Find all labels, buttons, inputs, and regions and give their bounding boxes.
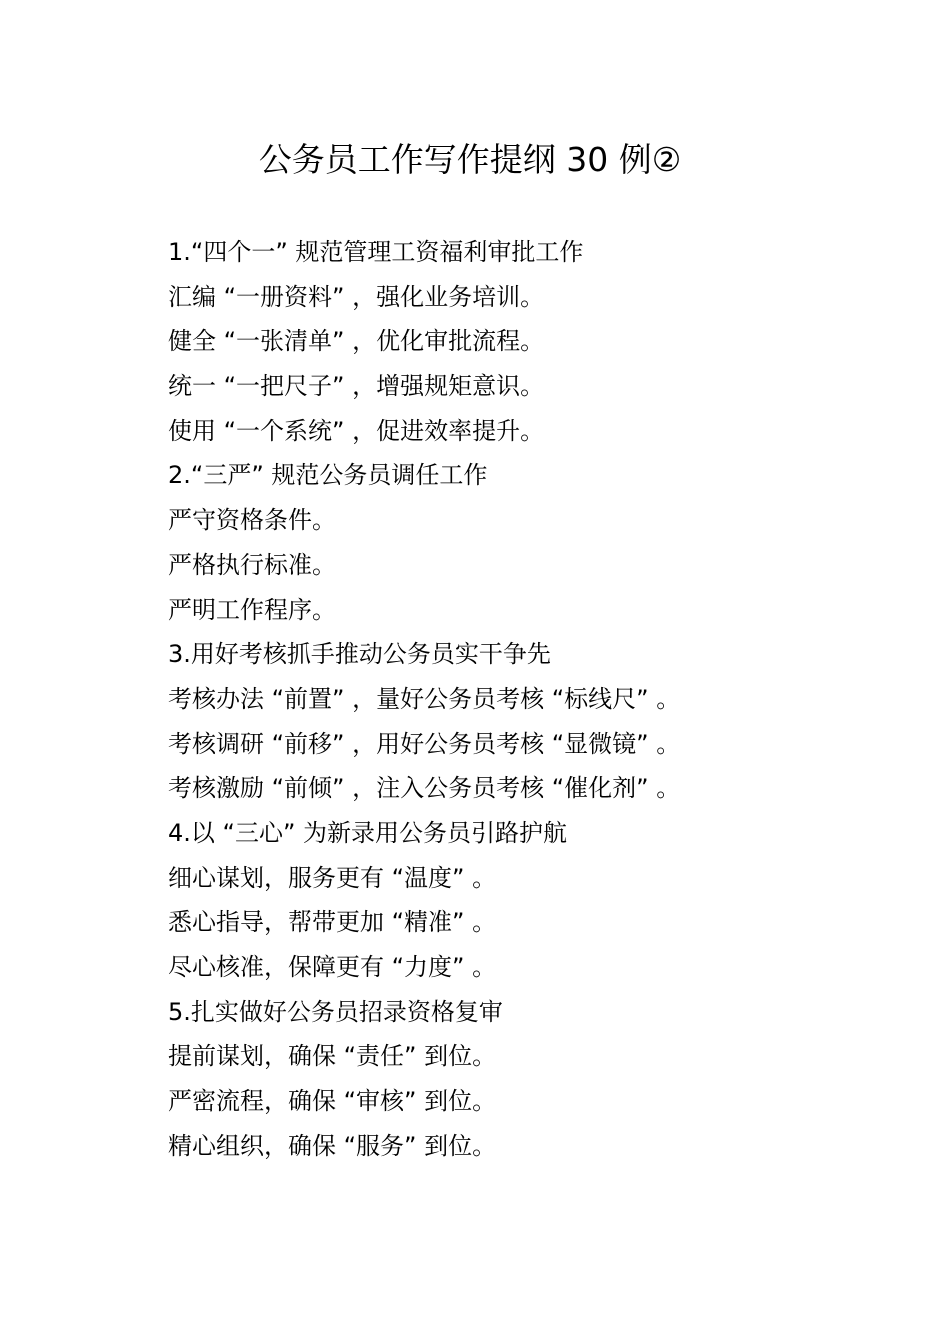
body-line: 尽心核准，保障更有 “力度” 。 bbox=[168, 953, 497, 981]
section-heading: 1.“四个一” 规范管理工资福利审批工作 bbox=[168, 238, 584, 266]
body-line: 提前谋划，确保 “责任” 到位。 bbox=[168, 1042, 497, 1071]
body-line: 悉心指导，帮带更加 “精准” 。 bbox=[168, 908, 497, 937]
body-line: 细心谋划，服务更有 “温度” 。 bbox=[168, 863, 497, 892]
body-line: 考核调研 “前移” ，用好公务员考核 “显微镜” 。 bbox=[168, 729, 681, 758]
section-heading: 5.扎实做好公务员招录资格复审 bbox=[168, 997, 503, 1026]
section-heading: 2.“三严” 规范公务员调任工作 bbox=[168, 461, 488, 490]
body-line: 统一 “一把尺子” ，增强规矩意识。 bbox=[168, 372, 545, 401]
body-line: 考核办法 “前置” ，量好公务员考核 “标线尺” 。 bbox=[168, 684, 681, 713]
body-line: 健全 “一张清单” ，优化审批流程。 bbox=[168, 327, 545, 356]
body-line: 精心组织，确保 “服务” 到位。 bbox=[168, 1131, 497, 1160]
document-title: 公务员工作写作提纲 30 例② bbox=[258, 140, 682, 179]
body-line: 严明工作程序。 bbox=[168, 595, 336, 624]
body-line: 严守资格条件。 bbox=[168, 506, 336, 535]
section-heading: 3.用好考核抓手推动公务员实干争先 bbox=[168, 640, 551, 669]
body-line: 使用 “一个系统” ，促进效率提升。 bbox=[168, 416, 545, 445]
body-line: 严格执行标准。 bbox=[168, 550, 336, 579]
body-line: 考核激励 “前倾” ，注入公务员考核 “催化剂” 。 bbox=[168, 774, 681, 803]
body-line: 严密流程，确保 “审核” 到位。 bbox=[168, 1087, 497, 1116]
document-body bbox=[168, 230, 908, 1168]
body-line: 汇编 “一册资料” ，强化业务培训。 bbox=[168, 282, 545, 311]
section-heading: 4.以 “三心” 为新录用公务员引路护航 bbox=[168, 818, 568, 847]
